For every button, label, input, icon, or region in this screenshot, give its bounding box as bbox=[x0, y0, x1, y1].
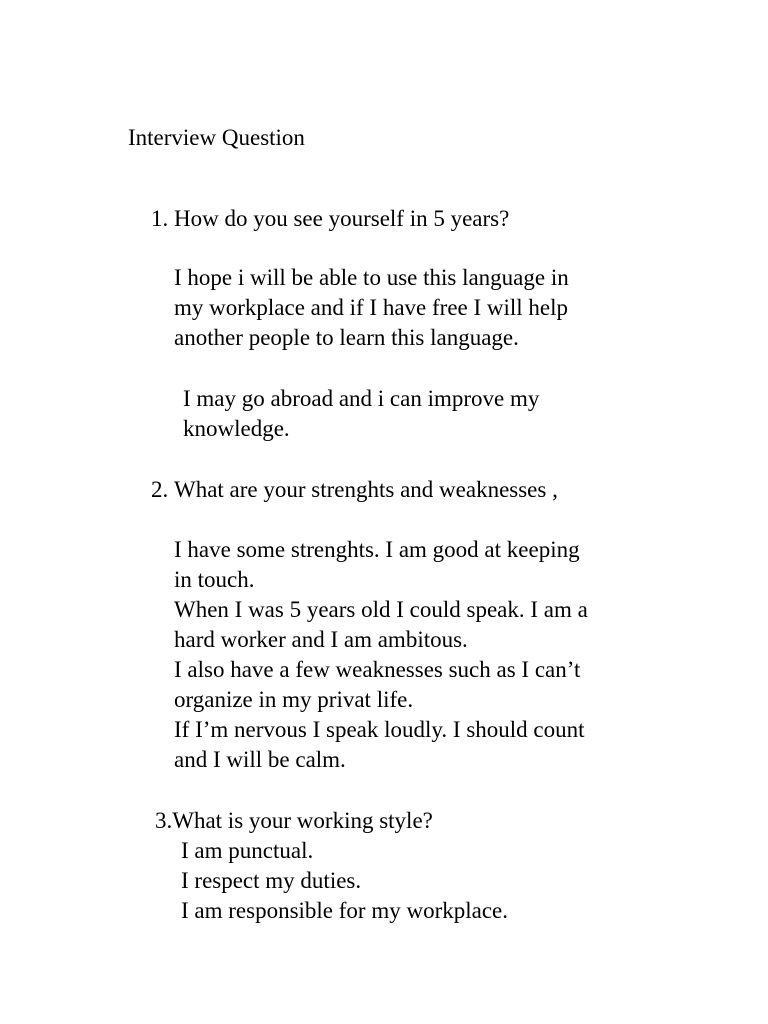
q1-answer-line: another people to learn this language. bbox=[174, 325, 519, 350]
q1-answer-line: I hope i will be able to use this language in bbox=[174, 265, 569, 290]
q1-answer-line: knowledge. bbox=[183, 416, 290, 441]
q2-number: 2. bbox=[151, 477, 169, 502]
q2-answer-line: If I’m nervous I speak loudly. I should count bbox=[174, 717, 585, 742]
q2-answer-line: organize in my privat life. bbox=[174, 687, 414, 712]
q2-answer-line: hard worker and I am ambitous. bbox=[174, 627, 468, 652]
q1-answer-line: my workplace and if I have free I will help bbox=[174, 295, 569, 320]
q2-answer-line: I have some strenghts. I am good at keeping bbox=[174, 537, 580, 562]
document-title: Interview Question bbox=[128, 125, 305, 150]
q3-question: 3.What is your working style? bbox=[155, 808, 433, 833]
q2-answer-line: and I will be calm. bbox=[174, 747, 346, 772]
q2-answer-line: When I was 5 years old I could speak. I am a bbox=[174, 597, 588, 622]
q3-answer-line: I am responsible for my workplace. bbox=[181, 898, 509, 923]
q3-answer-line: I am punctual. bbox=[181, 838, 314, 863]
q2-question: What are your strenghts and weaknesses , bbox=[174, 477, 558, 502]
q1-number: 1. bbox=[151, 206, 169, 231]
q1-question: How do you see yourself in 5 years? bbox=[174, 206, 510, 231]
q2-answer-line: I also have a few weaknesses such as I can’t bbox=[174, 657, 581, 682]
q1-answer-line: I may go abroad and i can improve my bbox=[183, 386, 540, 411]
q2-answer-line: in touch. bbox=[174, 567, 255, 592]
q3-answer-line: I respect my duties. bbox=[181, 868, 362, 893]
